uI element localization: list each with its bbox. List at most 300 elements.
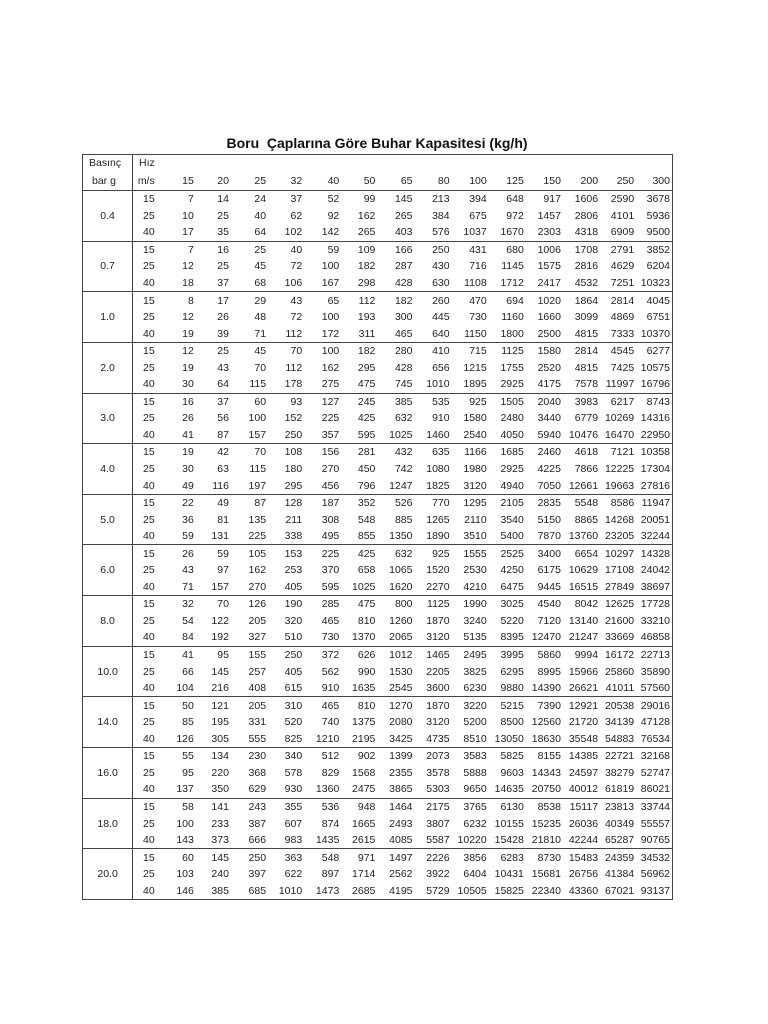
capacity-cell: 4195 [389,884,413,897]
capacity-cell: 7120 [537,614,561,627]
capacity-cell: 5150 [537,513,561,526]
capacity-cell: 595 [321,580,340,593]
pressure-cell: 0.7 [83,241,133,292]
capacity-cell: 632 [394,412,413,425]
capacity-cell: 357 [321,428,340,441]
capacity-cell: 2073 [415,748,452,765]
capacity-cell: 930 [284,783,303,796]
capacity-cell: 16172 [600,646,636,663]
capacity-cell: 162 [321,361,340,374]
capacity-cell: 12 [158,342,196,359]
capacity-cell: 285 [304,596,341,613]
capacity-cell: 1025 [389,428,413,441]
capacity-cell: 14635 [494,783,524,796]
capacity-cell: 50 [158,697,196,714]
velocity-cell: 15 [133,596,158,613]
capacity-cell: 197 [248,479,267,492]
capacity-cell: 548 [357,513,376,526]
velocity-cell: 40 [143,580,155,593]
capacity-cell: 5587 [426,834,450,847]
capacity-cell: 2685 [352,884,376,897]
capacity-cell: 10505 [457,884,487,897]
capacity-cell: 14385 [563,748,600,765]
capacity-cell: 387 [248,817,267,830]
capacity-cell: 17728 [636,596,672,613]
velocity-cell: 40 [143,682,155,695]
capacity-cell: 432 [377,444,414,461]
capacity-cell: 70 [254,361,267,374]
capacity-cell: 1708 [563,241,600,258]
capacity-cell: 20538 [600,697,636,714]
capacity-cell: 43 [217,361,229,374]
capacity-cell: 2495 [452,646,489,663]
capacity-cell: 14390 [531,682,561,695]
capacity-cell: 7 [158,241,196,258]
pipe-size-header: 125 [489,173,526,191]
capacity-cell: 578 [284,766,303,779]
capacity-cell: 64 [217,378,229,391]
capacity-cell: 265 [357,226,376,239]
capacity-cell: 622 [284,868,303,881]
capacity-cell: 22950 [640,428,670,441]
velocity-cell: 25 [143,766,155,779]
capacity-cell: 810 [341,697,377,714]
table-row [83,815,673,832]
capacity-cell: 17 [182,226,194,239]
capacity-cell: 10155 [494,817,524,830]
capacity-cell: 35 [217,226,229,239]
capacity-cell: 29016 [636,697,672,714]
capacity-cell: 250 [231,849,268,866]
velocity-cell: 25 [143,817,155,830]
table-row [83,748,673,765]
capacity-cell: 405 [284,580,303,593]
capacity-cell: 3025 [489,596,526,613]
capacity-cell: 115 [249,378,267,391]
capacity-cell: 205 [248,614,267,627]
capacity-cell: 70 [196,596,231,613]
capacity-cell: 4085 [389,834,413,847]
velocity-cell: 40 [143,327,155,340]
capacity-cell: 1520 [426,564,450,577]
table-row [83,511,673,528]
capacity-cell: 152 [284,412,303,425]
capacity-cell: 1125 [489,342,526,359]
capacity-cell: 331 [248,716,267,729]
capacity-cell: 300 [394,311,413,324]
pipe-size-header: 150 [526,173,563,191]
capacity-cell: 626 [341,646,377,663]
capacity-cell: 917 [526,191,563,208]
capacity-cell: 45 [254,260,267,273]
capacity-cell: 40012 [568,783,599,796]
velocity-cell: 15 [133,292,158,309]
capacity-cell: 49 [196,494,231,511]
capacity-cell: 182 [377,292,414,309]
capacity-cell: 17304 [640,463,670,476]
capacity-cell: 143 [176,834,194,847]
capacity-cell: 58 [158,798,196,815]
pressure-cell: 5.0 [83,494,133,545]
capacity-cell: 1670 [500,226,524,239]
capacity-cell: 2525 [489,545,526,562]
capacity-cell: 3120 [426,716,450,729]
capacity-cell: 105 [231,545,268,562]
capacity-cell: 12560 [531,716,561,729]
capacity-cell: 445 [432,311,450,324]
capacity-cell: 54 [182,614,194,627]
table-row [83,444,673,461]
table-row [83,494,673,511]
capacity-cell: 21247 [568,631,599,644]
capacity-cell: 33210 [640,614,670,627]
capacity-cell: 3425 [389,732,413,745]
capacity-cell: 22721 [600,748,636,765]
capacity-cell: 308 [321,513,340,526]
capacity-cell: 72 [290,311,303,324]
capacity-cell: 629 [248,783,267,796]
capacity-cell: 25 [217,209,229,222]
capacity-cell: 1215 [463,361,487,374]
capacity-cell: 15966 [568,665,599,678]
capacity-cell: 428 [394,361,413,374]
capacity-cell: 270 [321,463,340,476]
capacity-cell: 18630 [531,732,561,745]
capacity-cell: 70 [231,444,268,461]
velocity-cell: 40 [143,834,155,847]
header-spacer [158,155,673,173]
capacity-cell: 630 [432,277,450,289]
capacity-cell: 56962 [640,868,670,881]
capacity-cell: 71 [182,580,194,593]
table-row [83,663,673,680]
capacity-cell: 1714 [352,868,376,881]
capacity-cell: 2814 [563,342,600,359]
capacity-cell: 2791 [600,241,636,258]
capacity-cell: 22340 [531,884,561,897]
capacity-cell: 8155 [526,748,563,765]
capacity-cell: 4225 [537,463,561,476]
capacity-cell: 33744 [636,798,672,815]
capacity-cell: 8538 [526,798,563,815]
capacity-cell: 57560 [640,682,670,695]
capacity-cell: 62 [290,209,303,222]
capacity-cell: 1665 [352,817,376,830]
capacity-cell: 716 [469,260,487,273]
capacity-cell: 10476 [568,428,599,441]
table-row [83,832,673,849]
capacity-cell: 2835 [526,494,563,511]
capacity-cell: 4545 [600,342,636,359]
capacity-cell: 6751 [646,311,670,324]
capacity-cell: 4540 [526,596,563,613]
capacity-cell: 385 [377,393,414,410]
capacity-cell: 338 [284,530,303,543]
capacity-cell: 1010 [426,378,450,391]
capacity-cell: 2545 [389,682,413,695]
capacity-cell: 2040 [526,393,563,410]
capacity-cell: 1460 [426,428,450,441]
capacity-cell: 635 [415,444,452,461]
capacity-cell: 22713 [636,646,672,663]
capacity-cell: 55557 [640,817,670,830]
capacity-cell: 36 [182,513,194,526]
capacity-cell: 42 [196,444,231,461]
capacity-cell: 1473 [315,884,340,897]
capacity-cell: 95 [182,766,194,779]
capacity-cell: 465 [304,697,341,714]
pipe-size-header: 65 [377,173,414,191]
pressure-cell: 6.0 [83,545,133,596]
capacity-cell: 100 [321,311,340,324]
capacity-cell: 352 [341,494,377,511]
capacity-cell: 2195 [352,732,376,745]
capacity-cell: 796 [357,479,376,492]
capacity-cell: 1568 [352,766,376,779]
capacity-cell: 405 [284,665,303,678]
capacity-cell: 281 [341,444,377,461]
velocity-cell: 25 [143,361,155,374]
capacity-cell: 14328 [636,545,672,562]
capacity-cell: 470 [452,292,489,309]
capacity-cell: 43 [182,564,194,577]
capacity-cell: 59 [196,545,231,562]
capacity-cell: 211 [285,513,303,526]
capacity-cell: 35548 [568,732,599,745]
velocity-cell: 40 [143,884,155,897]
capacity-cell: 41 [158,646,196,663]
capacity-cell: 4815 [574,361,599,374]
capacity-cell: 24042 [640,564,670,577]
capacity-cell: 26 [182,412,194,425]
capacity-cell: 740 [321,716,340,729]
capacity-cell: 680 [489,241,526,258]
capacity-cell: 106 [284,277,303,289]
pressure-cell: 16.0 [83,748,133,799]
capacity-cell: 137 [176,783,194,796]
capacity-cell: 7121 [600,444,636,461]
capacity-cell: 1125 [415,596,452,613]
pipe-size-header: 200 [563,173,600,191]
capacity-cell: 1800 [500,327,524,340]
capacity-cell: 166 [377,241,414,258]
capacity-cell: 10358 [636,444,672,461]
capacity-cell: 25 [217,260,229,273]
velocity-cell: 25 [143,412,155,425]
pressure-cell: 1.0 [83,292,133,343]
capacity-cell: 3240 [463,614,487,627]
capacity-cell: 1635 [352,682,376,695]
capacity-cell: 26036 [568,817,599,830]
capacity-cell: 205 [231,697,268,714]
capacity-cell: 675 [469,209,487,222]
capacity-cell: 8 [158,292,196,309]
capacity-cell: 465 [394,327,413,340]
capacity-cell: 19 [182,361,194,374]
capacity-cell: 243 [231,798,268,815]
velocity-cell: 15 [133,849,158,866]
capacity-cell: 2226 [415,849,452,866]
capacity-cell: 21720 [568,716,599,729]
capacity-cell: 3865 [389,783,413,796]
capacity-cell: 5135 [463,631,487,644]
capacity-cell: 257 [248,665,267,678]
header-row-labels [83,155,673,173]
capacity-cell: 90765 [640,834,670,847]
capacity-cell: 3220 [452,697,489,714]
table-row [83,410,673,427]
capacity-cell: 157 [248,428,267,441]
capacity-cell: 10220 [457,834,487,847]
capacity-cell: 100 [248,412,267,425]
capacity-cell: 1530 [389,665,413,678]
capacity-cell: 9500 [646,226,670,239]
capacity-cell: 12 [182,311,194,324]
pipe-size-header: 32 [268,173,304,191]
capacity-cell: 3765 [452,798,489,815]
capacity-cell: 3852 [636,241,672,258]
capacity-cell: 983 [284,834,303,847]
capacity-cell: 15117 [563,798,600,815]
capacity-cell: 245 [341,393,377,410]
capacity-cell: 3440 [537,412,561,425]
capacity-cell: 115 [249,463,267,476]
capacity-cell: 2615 [352,834,376,847]
capacity-cell: 9445 [537,580,561,593]
capacity-cell: 155 [231,646,268,663]
capacity-cell: 6475 [500,580,524,593]
pressure-cell: 0.4 [83,191,133,242]
capacity-cell: 5548 [563,494,600,511]
capacity-cell: 2540 [463,428,487,441]
capacity-cell: 1160 [501,311,524,324]
capacity-cell: 103 [176,868,194,881]
capacity-cell: 192 [211,631,229,644]
capacity-cell: 1210 [315,732,340,745]
capacity-cell: 1465 [415,646,452,663]
table-row [83,596,673,613]
capacity-cell: 95 [196,646,231,663]
capacity-cell: 925 [452,393,489,410]
velocity-cell: 40 [143,631,155,644]
capacity-cell: 220 [211,766,229,779]
capacity-cell: 902 [341,748,377,765]
capacity-cell: 948 [341,798,377,815]
capacity-cell: 2530 [463,564,487,577]
velocity-cell: 25 [143,513,155,526]
capacity-cell: 8743 [636,393,672,410]
capacity-cell: 730 [321,631,340,644]
capacity-cell: 1712 [500,277,524,289]
capacity-cell: 92 [327,209,340,222]
table-row [83,798,673,815]
capacity-cell: 52747 [640,766,670,779]
capacity-cell: 162 [357,209,376,222]
capacity-cell: 20750 [531,783,561,796]
capacity-cell: 1580 [526,342,563,359]
velocity-cell: 15 [133,646,158,663]
capacity-cell: 81 [217,513,229,526]
capacity-cell: 11997 [605,378,635,391]
capacity-cell: 126 [231,596,268,613]
capacity-cell: 3995 [489,646,526,663]
table-row [83,241,673,258]
capacity-cell: 555 [248,732,267,745]
capacity-cell: 7333 [610,327,635,340]
capacity-cell: 4250 [500,564,524,577]
capacity-cell: 2175 [415,798,452,815]
table-row [83,342,673,359]
pressure-unit: bar g [83,173,133,191]
capacity-cell: 86021 [640,783,670,796]
capacity-cell: 384 [432,209,450,222]
capacity-cell: 46858 [640,631,670,644]
capacity-cell: 182 [341,342,377,359]
capacity-cell: 287 [394,260,413,273]
capacity-cell: 68 [254,277,267,289]
capacity-cell: 2590 [600,191,636,208]
capacity-cell: 475 [357,378,376,391]
capacity-cell: 1555 [452,545,489,562]
capacity-cell: 59 [182,530,194,543]
table-row [83,427,673,444]
table-row [83,629,673,646]
capacity-cell: 131 [211,530,229,543]
capacity-cell: 373 [211,834,229,847]
capacity-cell: 12661 [568,479,599,492]
capacity-cell: 327 [248,631,267,644]
capacity-cell: 25 [231,241,268,258]
capacity-cell: 450 [357,463,376,476]
capacity-cell: 520 [284,716,303,729]
table-row [83,781,673,798]
capacity-cell: 6277 [636,342,672,359]
capacity-cell: 1150 [464,327,487,340]
capacity-cell: 648 [489,191,526,208]
capacity-cell: 41384 [604,868,635,881]
capacity-cell: 24 [231,191,268,208]
capacity-cell: 2814 [600,292,636,309]
capacity-cell: 305 [211,732,229,745]
velocity-cell: 15 [133,342,158,359]
capacity-cell: 7 [158,191,196,208]
capacity-cell: 17 [196,292,231,309]
capacity-cell: 48 [254,311,267,324]
capacity-cell: 190 [268,596,304,613]
capacity-cell: 11947 [636,494,672,511]
capacity-cell: 193 [357,311,376,324]
capacity-cell: 42244 [568,834,599,847]
capacity-cell: 19 [182,327,194,340]
capacity-cell: 1825 [426,479,450,492]
velocity-unit: m/s [133,173,158,191]
capacity-cell: 3540 [500,513,524,526]
capacity-cell: 562 [321,665,340,678]
capacity-cell: 240 [211,868,229,881]
capacity-cell: 87 [231,494,268,511]
capacity-cell: 7870 [537,530,561,543]
capacity-cell: 112 [285,361,303,374]
capacity-cell: 512 [304,748,341,765]
capacity-cell: 7866 [574,463,599,476]
capacity-cell: 65 [304,292,341,309]
capacity-cell: 26621 [568,682,599,695]
capacity-cell: 15235 [531,817,561,830]
capacity-cell: 548 [304,849,341,866]
capacity-cell: 5215 [489,697,526,714]
capacity-cell: 5888 [463,766,487,779]
pipe-size-header: 15 [158,173,196,191]
